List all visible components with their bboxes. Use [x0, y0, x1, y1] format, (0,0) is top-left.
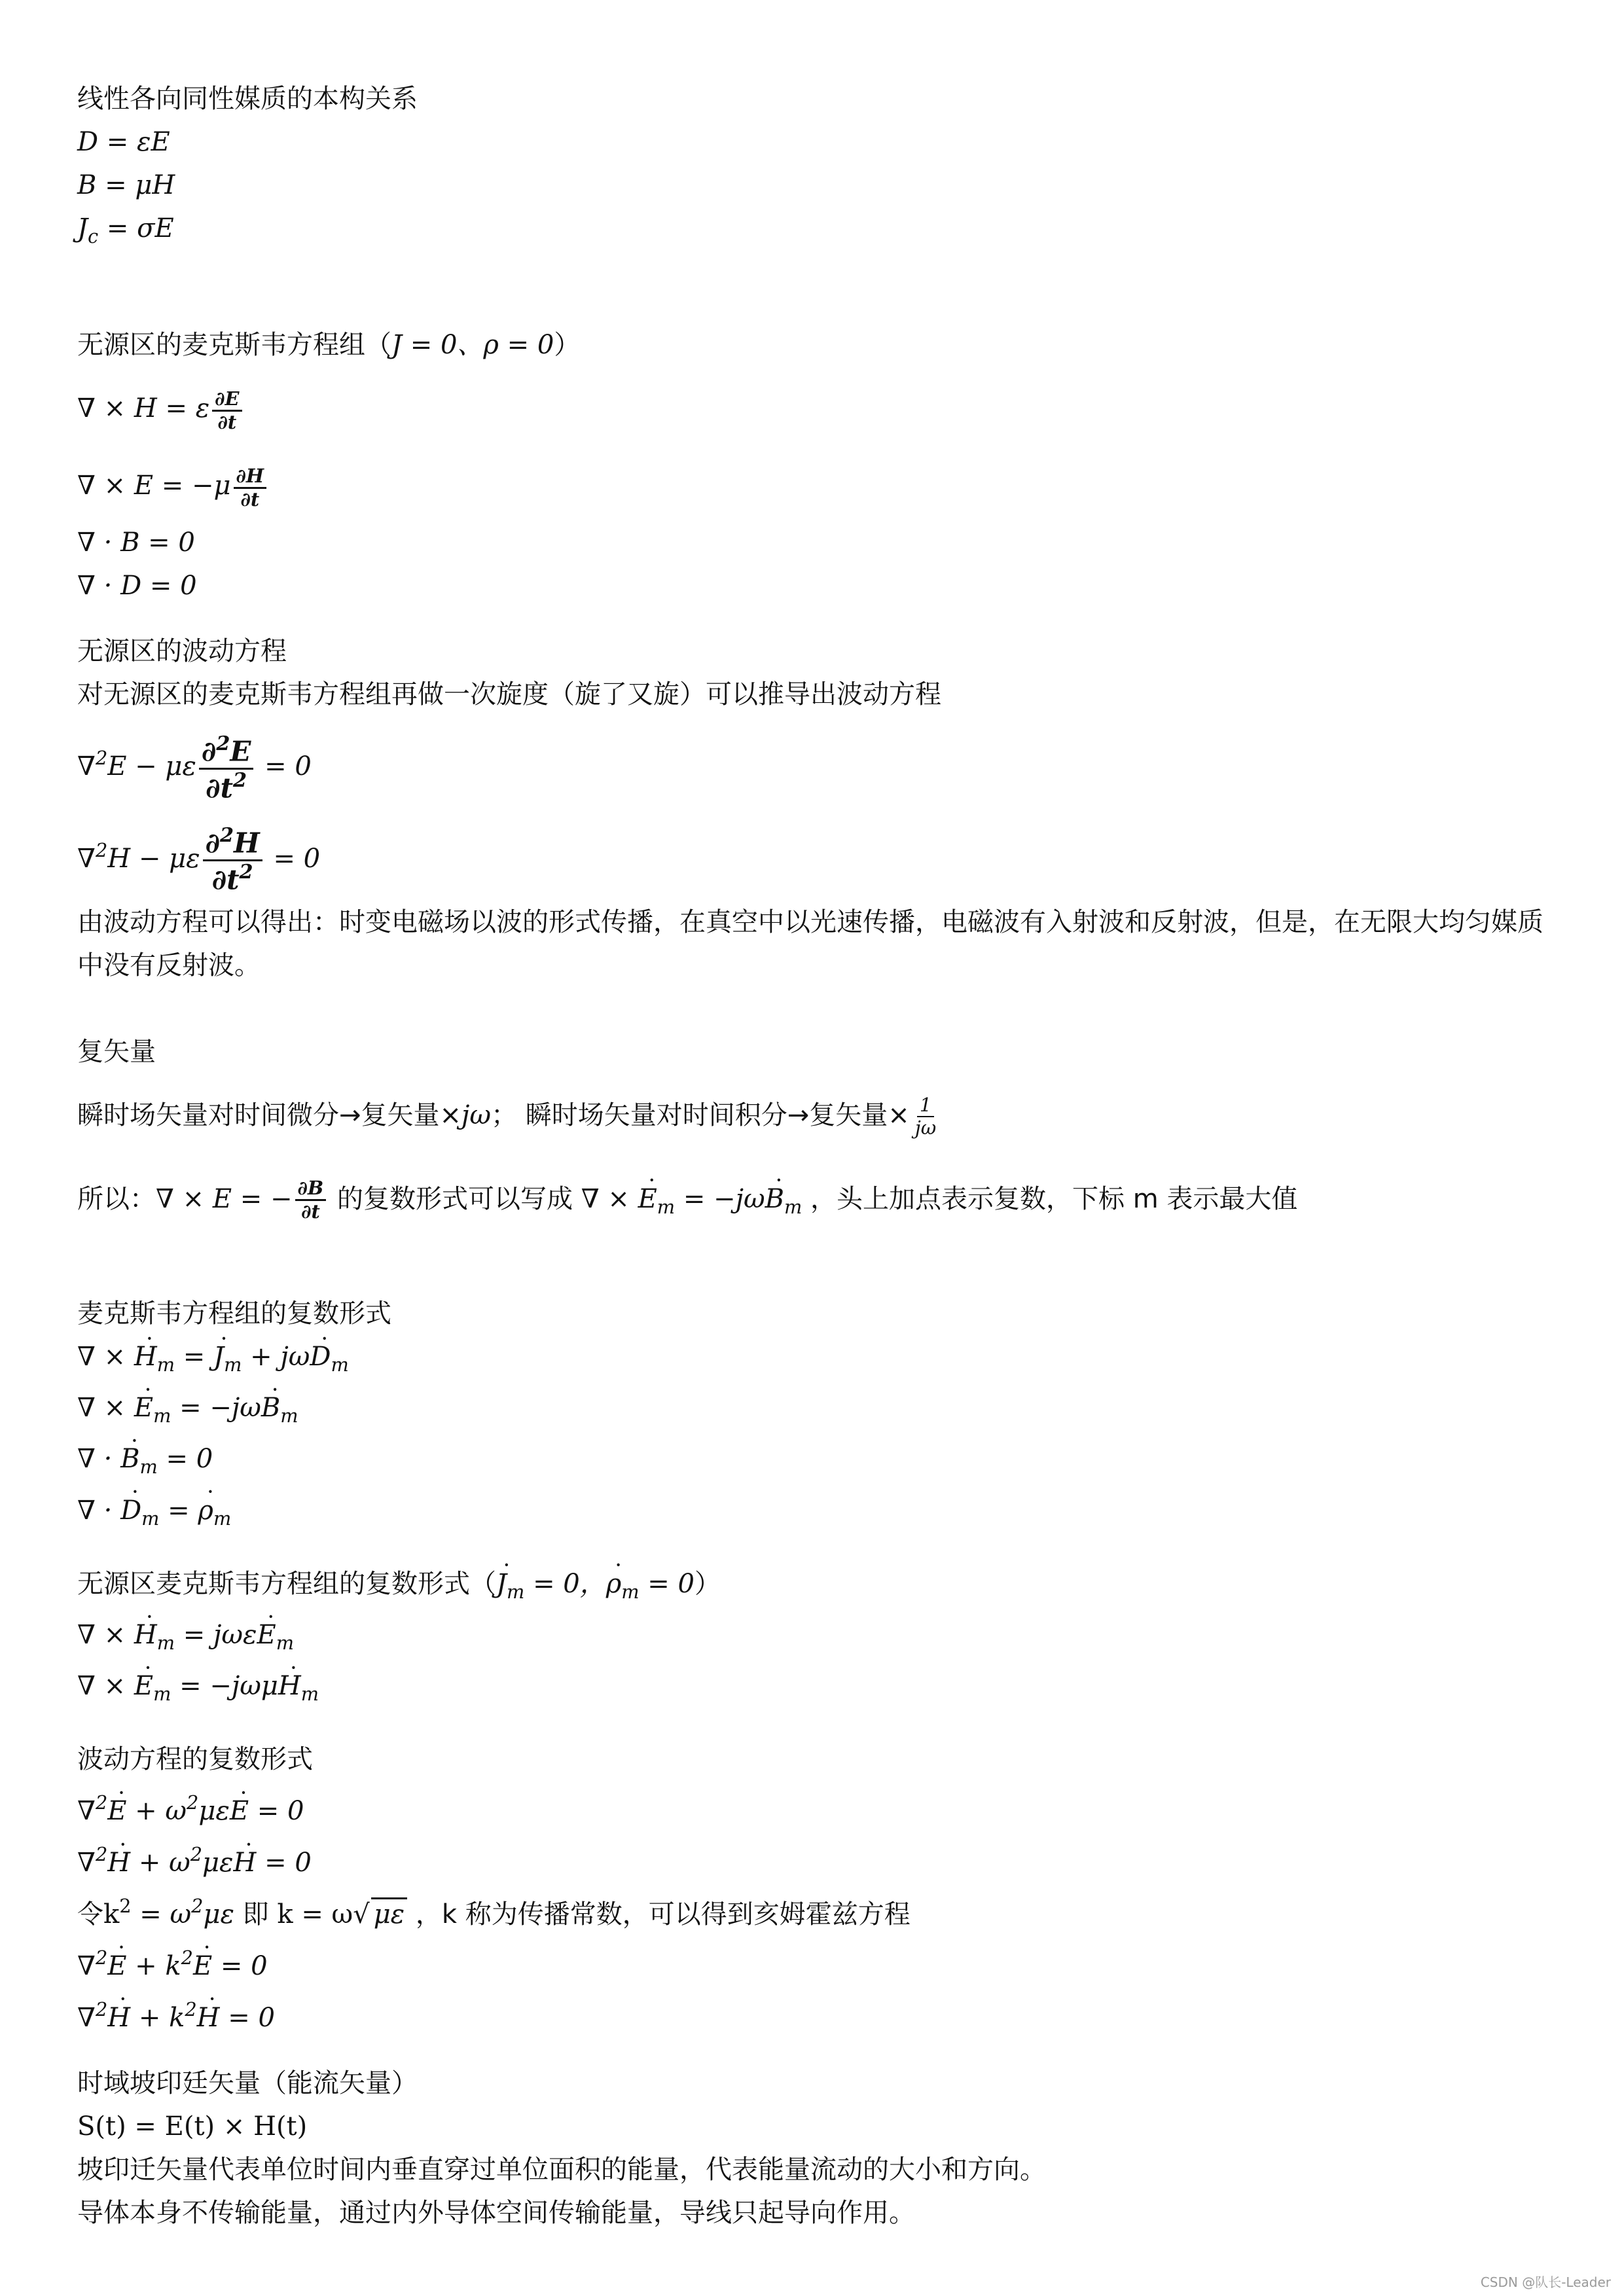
- section-heading-sourceless-maxwell: 无源区的麦克斯韦方程组（J = 0、ρ = 0）: [77, 330, 581, 361]
- wave-equation-description: 对无源区的麦克斯韦方程组再做一次旋度（旋了又旋）可以推导出波动方程: [77, 679, 941, 710]
- wave-equation-e: ∇$^2$E − με $\frac{\partial^2E}{\partial t^2}$ = 0: [77, 732, 312, 804]
- poynting-description-1: 坡印迁矢量代表单位时间内垂直穿过单位面积的能量，代表能量流动的大小和方向。: [77, 2154, 1046, 2185]
- poynting-equation: S(t) = E(t) × H(t): [77, 2111, 308, 2142]
- equation-div-b: ∇ · B = 0: [77, 528, 195, 558]
- equation-jc-sigma-e: $J_c = \sigma E$: [77, 213, 174, 248]
- section-heading-complex-wave: 波动方程的复数形式: [77, 1744, 313, 1775]
- equation-curl-h: ∇ × H = ε $\frac{\partial E}{\partial t}$: [77, 367, 1557, 450]
- complex-div-d: ∇ · ˙ $D_m$ = ˙ $\rho_m$: [77, 1489, 1557, 1540]
- equation-d-eps-e: D = εE: [77, 127, 170, 157]
- sourceless-complex-curl-e: ∇ × ˙ $E_m$ = −jωμ˙ $H_m$: [77, 1664, 1557, 1715]
- complex-vector-rule: 瞬时场矢量对时间微分→复矢量×jω； 瞬时场矢量对时间积分→复矢量× $\frac{1}{j\omega}$: [77, 1093, 937, 1139]
- wave-equation-conclusion: 由波动方程可以得出：时变电磁场以波的形式传播，在真空中以光速传播，电磁波有入射波和反射波，但是，在无限大均匀媒质中没有反射波。: [77, 906, 1543, 980]
- document-page: [77, 77, 1557, 2234]
- watermark: CSDN @队长-Leader: [1480, 2274, 1611, 2290]
- equation-curl-e: ∇ × E = −μ $\frac{\partial H}{\partial t}$: [77, 450, 1557, 521]
- section-heading-complex-vector: 复矢量: [77, 1036, 156, 1067]
- complex-curl-e: ∇ × ˙ $E_m$ = −jω˙ $B_m$: [77, 1386, 1557, 1437]
- complex-wave-e: ∇$^2$˙ $E + \omega^2\mu\varepsilon˙$ E = 0: [77, 1781, 1557, 1833]
- section-heading-poynting: 时域坡印廷矢量（能流矢量）: [77, 2068, 418, 2098]
- poynting-description-2: 导体本身不传输能量，通过内外导体空间传输能量，导线只起导向作用。: [77, 2197, 915, 2228]
- helmholtz-h: ∇$^2$˙ $H + k^2˙$ H = 0: [77, 1988, 1557, 2039]
- equation-b-mu-h: B = μH: [77, 170, 175, 200]
- section-heading-complex-maxwell: 麦克斯韦方程组的复数形式: [77, 1299, 391, 1329]
- section-heading-wave-equation: 无源区的波动方程: [77, 636, 287, 667]
- complex-vector-example: 所以：∇ × E = − $\frac{\partial B}{\partial t}$ 的复数形式可以写成 ∇ × ˙ $E_m$ = −jω˙ $B_m$ ，头上加点表示复数，下标 m 表示最大值: [77, 1157, 1557, 1249]
- sourceless-complex-curl-h: ∇ × ˙ $H_m$ = jωε˙ $E_m$: [77, 1613, 1557, 1664]
- helmholtz-e: ∇$^2$˙ $E + k^2˙$ E = 0: [77, 1936, 1557, 1988]
- propagation-constant-definition: 令$k^2 = \omega^2\mu\varepsilon$ 即 k = ω√ με ，k 称为传播常数，可以得到亥姆霍兹方程: [77, 1895, 911, 1929]
- section-heading-constitutive: 线性各向同性媒质的本构关系: [77, 84, 418, 114]
- wave-equation-h: ∇$^2$H − με $\frac{\partial^2H}{\partial t^2}$ = 0: [77, 824, 321, 896]
- complex-curl-h: ∇ × ˙ $H_m$ = ˙ $J_m$ + jω˙ $D_m$: [77, 1335, 1557, 1386]
- complex-wave-h: ∇$^2$˙ $H + \omega^2\mu\varepsilon˙$ H = 0: [77, 1833, 1557, 1884]
- equation-div-d: ∇ · D = 0: [77, 571, 197, 601]
- section-heading-sourceless-complex: 无源区麦克斯韦方程组的复数形式（˙ $J_m = 0$，˙ $\rho_m = 0$）: [77, 1562, 1557, 1613]
- complex-div-b: ∇ · ˙ $B_m = 0$: [77, 1437, 1557, 1488]
